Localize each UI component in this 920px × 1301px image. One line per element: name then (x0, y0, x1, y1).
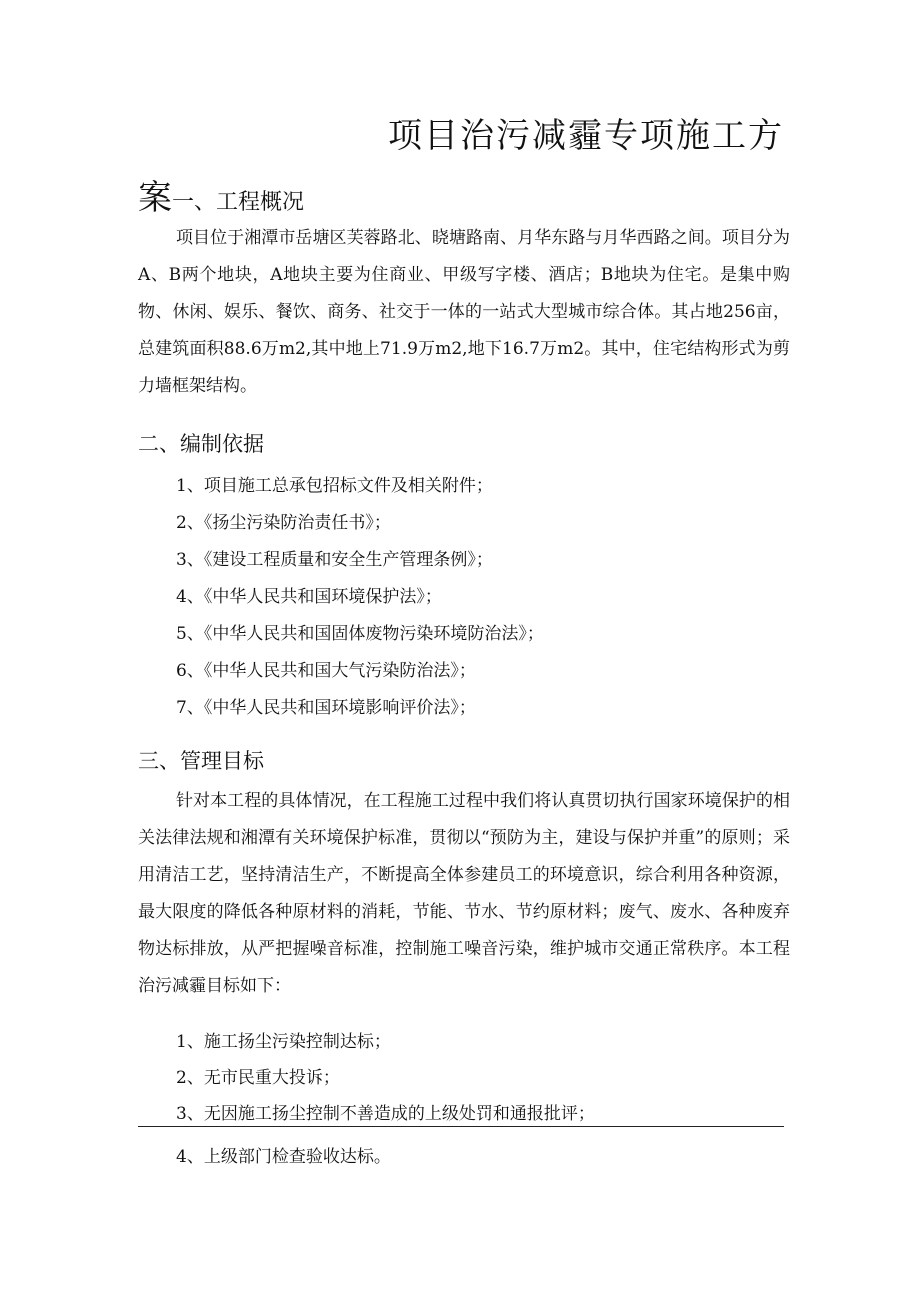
section3-heading: 三、管理目标 (138, 749, 264, 773)
section1-heading: 一、工程概况 (172, 190, 305, 215)
footnote-divider (138, 1126, 784, 1127)
list-item: 1、施工扬尘污染控制达标； (176, 1032, 391, 1052)
title-continuation-and-section1-heading (138, 170, 304, 219)
list-item: 4、上级部门检查验收达标。 (176, 1147, 391, 1167)
list-item: 3、《建设工程质量和安全生产管理条例》； (176, 550, 493, 570)
section1-paragraph: 项目位于湘潭市岳塘区芙蓉路北、晓塘路南、月华东路与月华西路之间。项目分为A、B两个地块，A地块主要为住商业、甲级写字楼、酒店；B地块为住宅。是集中购物、休闲、娱乐、餐饮、商务、社交于一体的一站式大型城市综合体。其占地256亩，总建筑面积88.6万m2,其中地上71.9万m2,地下16.7万m2。其中，住宅结构形式为剪力墙框架结构。 (138, 228, 790, 396)
section2-heading: 二、编制依据 (138, 432, 264, 456)
list-item: 4、《中华人民共和国环境保护法》； (176, 587, 442, 607)
list-item: 3、无因施工扬尘控制不善造成的上级处罚和通报批评； (176, 1104, 595, 1124)
list-item: 5、《中华人民共和国固体废物污染环境防治法》； (176, 624, 544, 644)
list-item: 6、《中华人民共和国大气污染防治法》； (176, 661, 476, 681)
list-item: 2、《扬尘污染防治责任书》； (176, 513, 391, 533)
list-item: 2、无市民重大投诉； (176, 1068, 340, 1088)
document-title: 项目治污减霾专项施工方 (388, 116, 784, 156)
list-item: 7、《中华人民共和国环境影响评价法》； (176, 698, 476, 718)
document-title-tail: 案 (138, 178, 172, 218)
list-item: 1、项目施工总承包招标文件及相关附件； (176, 476, 493, 496)
section3-paragraph: 针对本工程的具体情况，在工程施工过程中我们将认真贯切执行国家环境保护的相关法律法规和湘潭有关环境保护标准，贯彻以“预防为主，建设与保护并重”的原则；采用清洁工艺，坚持清洁生产，不断提高全体参建员工的环境意识，综合利用各种资源，最大限度的降低各种原材料的消耗，节能、节水、节约原材料；废气、废水、各种废弃物达标排放，从严把握噪音标准，控制施工噪音污染，维护城市交通正常秩序。本工程治污减霾目标如下： (138, 791, 790, 996)
